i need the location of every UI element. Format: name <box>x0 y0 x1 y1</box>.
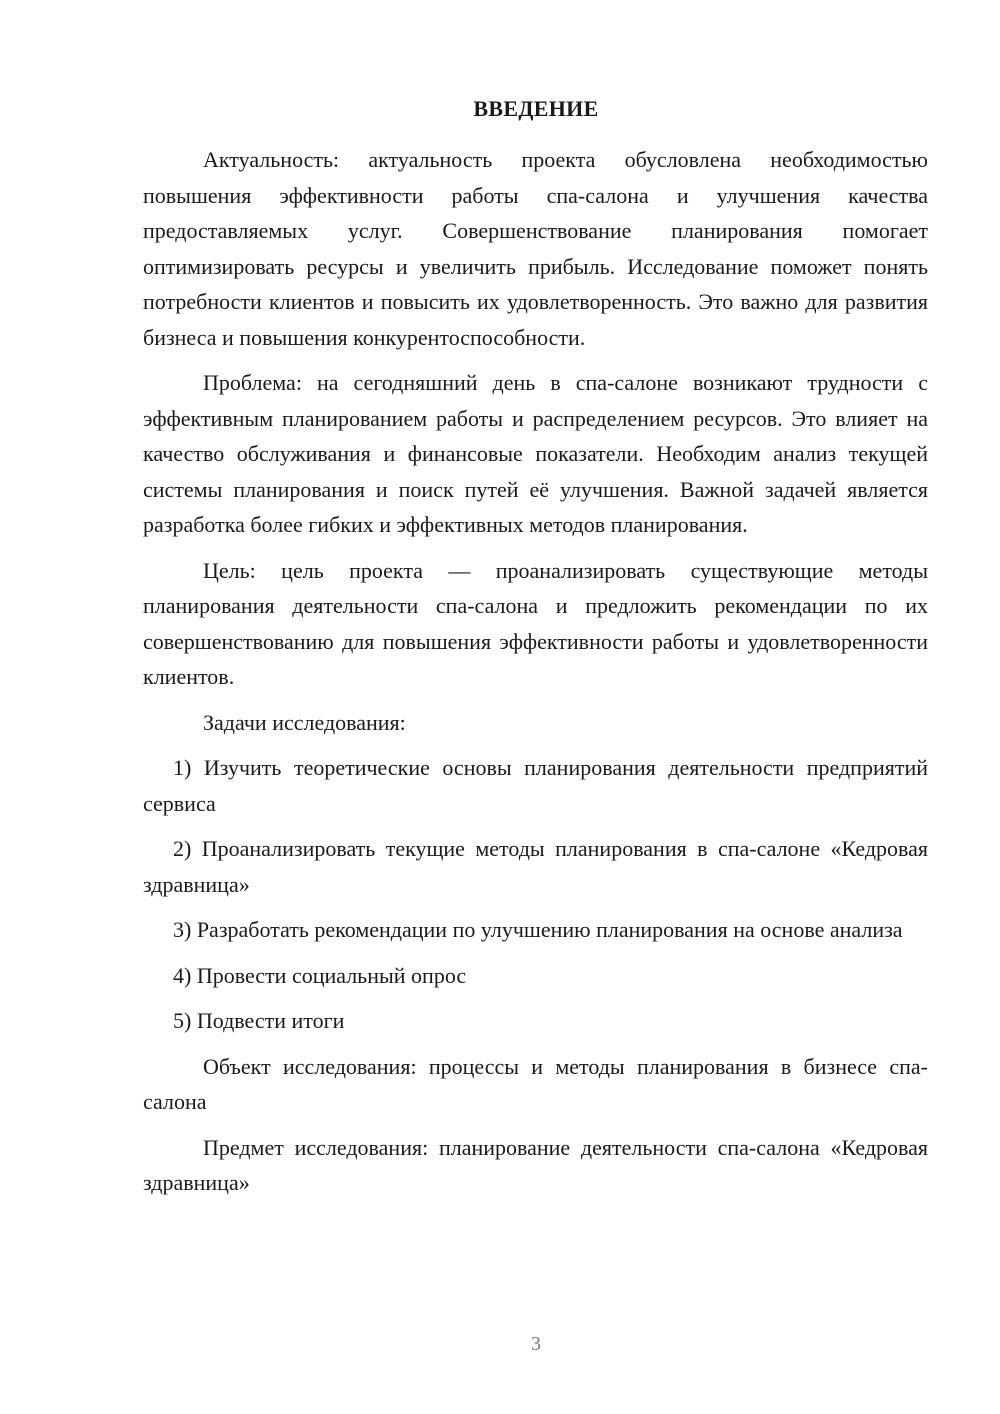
task-item: 1) Изучить теоретические основы планирования деятельности предприятий сервиса <box>143 755 928 816</box>
subject-paragraph: Предмет исследования: планирование деятельности спа-салона «Кедровая здравница» <box>143 1134 928 1195</box>
problem-paragraph: Проблема: на сегодняшний день в спа-салоне возникают трудности с эффективным планированием работы и распределением ресурсов. Это влияет на качество обслуживания и финансовые показатели. Необходим анализ текущей системы планирования и поиск путей её улучшения. Важной задачей является разработка более гибких и эффективных методов планирования. <box>143 370 928 537</box>
page-title: ВВЕДЕНИЕ <box>473 96 599 121</box>
relevance-paragraph: Актуальность: актуальность проекта обусловлена необходимостью повышения эффективности работы спа-салона и улучшения качества предоставляемых услуг. Совершенствование планирования помогает оптимизировать ресурсы и увеличить прибыль. Исследование поможет понять потребности клиентов и повысить их удовлетворенность. Это важно для развития бизнеса и повышения конкурентоспособности. <box>143 147 928 350</box>
goal-paragraph: Цель: цель проекта — проанализировать существующие методы планирования деятельности спа-салона и предложить рекомендации по их совершенствованию для повышения эффективности работы и удовлетворенности клиентов. <box>143 557 928 689</box>
task-item: 3) Разработать рекомендации по улучшению планирования на основе анализа <box>173 917 903 942</box>
task-item: 5) Подвести итоги <box>173 1008 345 1033</box>
tasks-heading: Задачи исследования: <box>203 709 406 735</box>
page-body <box>143 142 928 1211</box>
object-paragraph: Объект исследования: процессы и методы планирования в бизнесе спа-салона <box>143 1053 928 1114</box>
task-item: 2) Проанализировать текущие методы планирования в спа-салоне «Кедровая здравница» <box>143 836 928 897</box>
page-number: 3 <box>531 1333 541 1355</box>
task-item: 4) Провести социальный опрос <box>173 962 467 988</box>
